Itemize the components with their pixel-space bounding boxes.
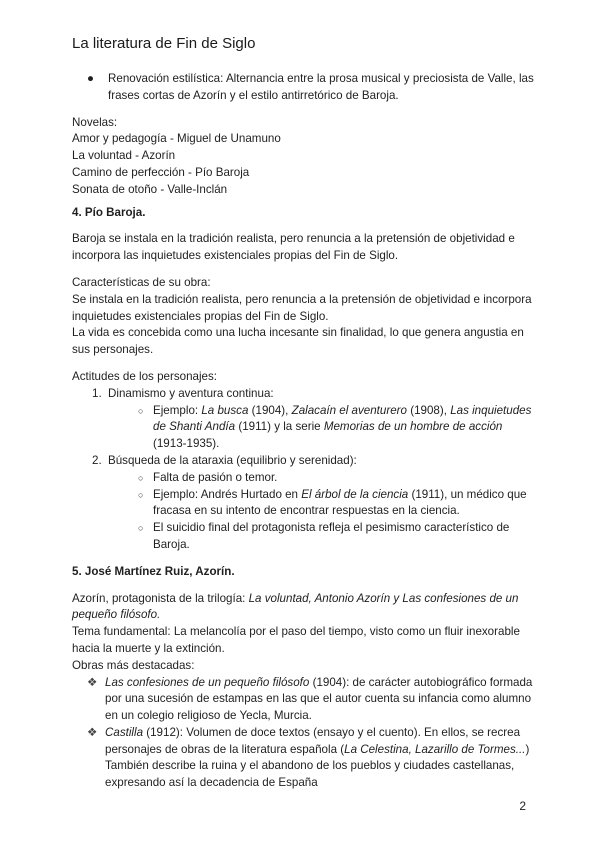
circle-bullet-icon: ○ bbox=[138, 472, 144, 483]
sub-list-item: ○ El suicidio final del protagonista refleja el pesimismo característico de Baroja. bbox=[138, 520, 534, 554]
novela-item: Sonata de otoño - Valle-Inclán bbox=[72, 182, 228, 196]
document-page bbox=[72, 34, 534, 792]
diamond-bullet-icon: ❖ bbox=[87, 725, 98, 739]
novela-item: Camino de perfección - Pío Baroja bbox=[72, 165, 250, 179]
actitudes-list bbox=[72, 386, 534, 554]
bullet-label: Renovación estilística: bbox=[108, 72, 224, 85]
sub-list-item: ○ Ejemplo: Andrés Hurtado en El árbol de la ciencia (1911), un médico que fracasa en su intento de encontrar respuestas en la ciencia. bbox=[138, 487, 534, 521]
list-item bbox=[92, 386, 534, 453]
list-number: 2. bbox=[92, 453, 102, 467]
list-number: 1. bbox=[92, 386, 102, 400]
list-item bbox=[92, 453, 534, 554]
sub-list-item: ○ Ejemplo: La busca (1904), Zalacaín el aventurero (1908), Las inquietudes de Shanti Andía (1911) y la serie Memorias de un hombre de acción (1913-1935). bbox=[138, 403, 534, 453]
obra-item: ❖ Las confesiones de un pequeño filósofo (1904): de carácter autobiográfico formada por una sucesión de estampas en las que el autor cuenta su infancia como alumno en un colegio religioso de Yecla, Murcia. bbox=[87, 675, 534, 725]
bullet-item bbox=[87, 71, 534, 105]
caracteristicas-heading: Características de su obra: bbox=[72, 275, 211, 289]
section-heading-baroja: 4. Pío Baroja. bbox=[72, 205, 146, 219]
obra-item: ❖ Castilla (1912): Volumen de doce textos (ensayo y el cuento). En ellos, se recrea personajes de obras de la literatura española (La Celestina, Lazarillo de Tormes...) También describe la ruina y el abandono de los pueblos y ciudades castellanas, expresando así la decadencia de España bbox=[87, 725, 534, 792]
circle-bullet-icon: ○ bbox=[138, 489, 144, 500]
novelas-heading: Novelas: bbox=[72, 115, 118, 129]
baroja-intro: Baroja se instala en la tradición realista, pero renuncia a la pretensión de objetividad e incorpora las inquietudes existenciales propias del Fin de Siglo. bbox=[72, 232, 515, 263]
document-title: La literatura de Fin de Siglo bbox=[72, 35, 256, 52]
circle-bullet-icon: ○ bbox=[138, 523, 144, 534]
caracteristicas-text: La vida es concebida como una lucha incesante sin finalidad, lo que genera angustia en sus personajes. bbox=[72, 326, 524, 357]
section-heading-azorin: 5. José Martínez Ruiz, Azorín. bbox=[72, 564, 235, 578]
actitud-label: Dinamismo y aventura continua: bbox=[108, 386, 274, 400]
diamond-bullet-icon: ❖ bbox=[87, 675, 98, 689]
page-number: 2 bbox=[519, 799, 526, 813]
novela-item: Amor y pedagogía - Miguel de Unamuno bbox=[72, 132, 281, 146]
actitud-label: Búsqueda de la ataraxia (equilibrio y serenidad): bbox=[108, 453, 357, 467]
novela-item: La voluntad - Azorín bbox=[72, 149, 176, 163]
obras-heading: Obras más destacadas: bbox=[72, 658, 195, 672]
sub-list-item: ○ Falta de pasión o temor. bbox=[138, 470, 534, 487]
caracteristicas-text: Se instala en la tradición realista, pero renuncia a la pretensión de objetividad e incorpora inquietudes existenciales propias del Fin de Siglo. bbox=[72, 292, 532, 323]
bullet-text: Alternancia entre la prosa musical y preciosista de Valle, las frases cortas de Azorín y el estilo antirretórico de Baroja. bbox=[108, 72, 534, 102]
bullet-dot-icon: ● bbox=[87, 72, 95, 85]
circle-bullet-icon: ○ bbox=[138, 405, 144, 416]
azorin-intro: Azorín, protagonista de la trilogía: La voluntad, Antonio Azorín y Las confesiones de un pequeño filósofo. bbox=[72, 591, 519, 622]
actitudes-heading: Actitudes de los personajes: bbox=[72, 369, 218, 383]
azorin-tema: Tema fundamental: La melancolía por el paso del tiempo, visto como un fluir inexorable hacia la muerte y la extinción. bbox=[72, 625, 520, 655]
